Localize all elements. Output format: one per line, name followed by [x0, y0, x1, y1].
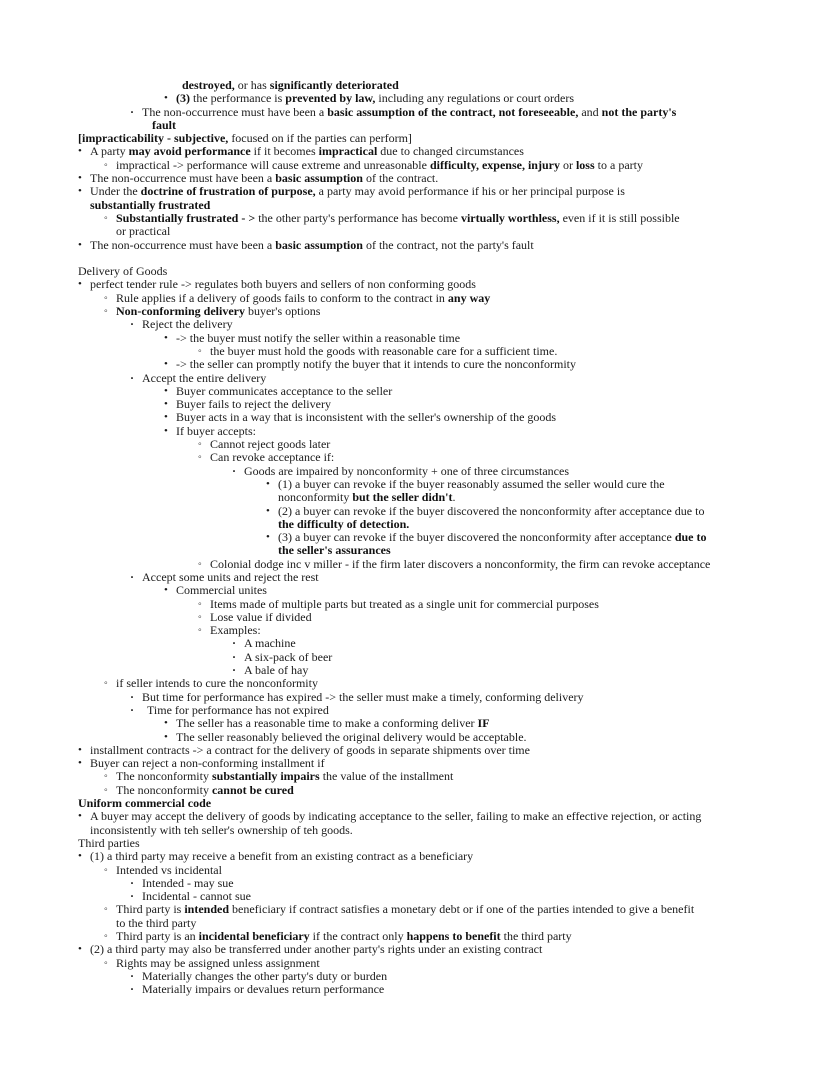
bullet-circ-icon: ◦: [104, 864, 108, 876]
text-segment: fault: [152, 117, 176, 132]
bullet-circ-icon: ◦: [104, 784, 108, 796]
text-segment: if it becomes: [250, 144, 319, 159]
doc-line: [0, 810, 828, 823]
bullet-disc-icon: •: [164, 398, 168, 411]
text-segment: A bale of hay: [244, 663, 309, 678]
doc-line: [0, 199, 828, 212]
text-segment: to a party: [594, 157, 643, 172]
text-segment: (1) a buyer can revoke if the buyer reasonably assumed the seller would cure the: [278, 476, 665, 491]
doc-line: [0, 717, 828, 730]
bullet-dot-icon: ·: [232, 663, 237, 678]
bullet-disc-icon: •: [78, 145, 82, 158]
doc-line: [0, 372, 828, 385]
text-segment: Incidental - cannot sue: [142, 889, 251, 904]
bullet-disc-icon: •: [78, 943, 82, 956]
doc-line: [0, 957, 828, 970]
text-segment: basic assumption: [275, 237, 363, 252]
bullet-disc-icon: •: [78, 172, 82, 185]
doc-line: [0, 212, 828, 225]
doc-line: [0, 465, 828, 478]
text-segment: but the seller didn't: [352, 490, 453, 505]
text-segment: The nonconformity: [116, 782, 212, 797]
text-segment: If buyer accepts:: [176, 423, 256, 438]
doc-line: [0, 864, 828, 877]
doc-line: [0, 784, 828, 797]
bullet-disc-icon: •: [266, 531, 270, 544]
text-segment: Buyer acts in a way that is inconsistent with the seller's ownership of the goods: [176, 410, 557, 425]
doc-line: [0, 145, 828, 158]
bullet-dot-icon: ·: [130, 968, 135, 983]
bullet-dot-icon: ·: [232, 649, 237, 664]
text-segment: Buyer fails to reject the delivery: [176, 397, 331, 412]
doc-line: [0, 345, 828, 358]
bullet-disc-icon: •: [266, 477, 270, 490]
text-segment: The seller reasonably believed the original delivery would be acceptable.: [176, 729, 527, 744]
text-segment: Rule applies if a delivery of goods fails to conform to the contract in: [116, 290, 448, 305]
text-segment: Uniform commercial code: [78, 796, 212, 811]
text-segment: Intended vs incidental: [116, 862, 222, 877]
doc-line: [0, 651, 828, 664]
bullet-circ-icon: ◦: [198, 611, 202, 623]
text-segment: The non-occurrence must have been a: [142, 104, 328, 119]
text-segment: (1) a third party may receive a benefit from an existing contract as a beneficiary: [90, 849, 474, 864]
text-segment: nonconformity: [278, 490, 353, 505]
text-segment: Commercial unites: [176, 583, 267, 598]
bullet-dot-icon: ·: [130, 889, 135, 904]
doc-line: [0, 239, 828, 252]
text-segment: Items made of multiple parts but treated as a single unit for commercial purposes: [210, 596, 599, 611]
text-segment: Accept some units and reject the rest: [142, 569, 319, 584]
text-segment: Cannot reject goods later: [210, 437, 331, 452]
text-segment: Under the: [90, 184, 141, 199]
bullet-dot-icon: ·: [130, 702, 135, 717]
doc-line: [0, 731, 828, 744]
doc-line: [0, 172, 828, 185]
bullet-disc-icon: •: [78, 278, 82, 291]
doc-line: [0, 983, 828, 996]
text-segment: The seller has a reasonable time to make a conforming deliver: [176, 716, 478, 731]
text-segment: Third party is an: [116, 929, 199, 943]
text-segment: Substantially frustrated - >: [116, 210, 256, 225]
doc-line: [0, 398, 828, 411]
doc-line: [0, 824, 828, 837]
doc-line: [0, 438, 828, 451]
text-segment: the value of the installment: [319, 769, 454, 784]
bullet-dot-icon: ·: [232, 463, 237, 478]
text-segment: Lose value if divided: [210, 609, 312, 624]
bullet-dot-icon: ·: [130, 569, 135, 584]
doc-line: [0, 278, 828, 291]
doc-line: [0, 664, 828, 677]
text-segment: difficulty, expense, injury: [429, 157, 560, 172]
text-segment: due to changed circumstances: [377, 144, 524, 159]
doc-line: [0, 917, 828, 930]
doc-line: [0, 691, 828, 704]
text-segment: Third party is: [116, 902, 185, 917]
bullet-circ-icon: ◦: [198, 598, 202, 610]
text-segment: significantly deteriorated: [269, 78, 399, 92]
doc-line: [0, 837, 828, 850]
text-segment: substantially impairs: [211, 769, 320, 784]
doc-line: [0, 770, 828, 783]
doc-line: [0, 757, 828, 770]
text-segment: incidental beneficiary: [198, 929, 310, 943]
text-segment: may avoid performance: [128, 144, 251, 159]
text-segment: including any regulations or court orders: [375, 91, 575, 106]
bullet-circ-icon: ◦: [104, 957, 108, 969]
doc-line: [0, 505, 828, 518]
text-segment: basic assumption: [275, 171, 363, 186]
doc-line: [0, 930, 828, 943]
bullet-circ-icon: ◦: [104, 931, 108, 942]
text-segment: focused on if the parties can perform]: [228, 131, 412, 146]
bullet-dot-icon: ·: [232, 636, 237, 651]
bullet-disc-icon: •: [164, 384, 168, 397]
doc-line: [0, 292, 828, 305]
doc-line: [0, 225, 828, 238]
bullet-circ-icon: ◦: [198, 439, 202, 451]
text-segment: not the party's: [601, 104, 677, 119]
text-segment: happens to benefit: [406, 929, 501, 943]
doc-line: [0, 704, 828, 717]
text-segment: the difficulty of detection.: [278, 516, 410, 531]
bullet-disc-icon: •: [78, 850, 82, 863]
text-segment: Buyer communicates acceptance to the seller: [176, 383, 393, 398]
text-segment: .: [452, 490, 456, 505]
doc-line: [0, 385, 828, 398]
bullet-disc-icon: •: [78, 185, 82, 198]
bullet-disc-icon: •: [164, 424, 168, 437]
bullet-dot-icon: ·: [130, 982, 135, 997]
document-body: [0, 79, 828, 996]
text-segment: a party may avoid performance if his or her principal purpose is: [315, 184, 625, 199]
text-segment: Examples:: [210, 623, 261, 638]
text-segment: The nonconformity: [116, 769, 212, 784]
bullet-circ-icon: ◦: [198, 452, 202, 464]
text-segment: Rights may be assigned unless assignment: [116, 955, 320, 970]
doc-line: [0, 677, 828, 690]
text-segment: to the third party: [116, 915, 197, 930]
bullet-disc-icon: •: [164, 358, 168, 371]
bullet-circ-icon: ◦: [104, 212, 108, 224]
doc-line: [0, 544, 828, 557]
doc-line: [0, 159, 828, 172]
bullet-circ-icon: ◦: [104, 292, 108, 304]
doc-line: [0, 877, 828, 890]
doc-line: [0, 119, 828, 132]
text-segment: (3): [176, 91, 190, 106]
text-segment: -> the buyer must notify the seller within a reasonable time: [176, 330, 461, 345]
doc-line: [0, 425, 828, 438]
text-segment: impractical: [318, 144, 378, 159]
text-segment: Third parties: [78, 835, 140, 850]
bullet-dot-icon: ·: [130, 317, 135, 332]
bullet-disc-icon: •: [164, 331, 168, 344]
text-segment: prevented by law,: [285, 91, 376, 106]
doc-line: [0, 797, 828, 810]
text-segment: or: [559, 157, 576, 172]
text-segment: impractical -> performance will cause extreme and unreasonable: [116, 157, 430, 172]
doc-line: [0, 185, 828, 198]
doc-line: [0, 970, 828, 983]
doc-line: [0, 558, 828, 571]
blank-line: [0, 252, 828, 265]
text-segment: destroyed,: [182, 78, 235, 92]
doc-line: [0, 79, 828, 92]
doc-line: [0, 744, 828, 757]
text-segment: Non-conforming delivery: [116, 304, 245, 319]
bullet-disc-icon: •: [78, 238, 82, 251]
bullet-disc-icon: •: [164, 717, 168, 730]
bullet-disc-icon: •: [78, 757, 82, 770]
doc-line: [0, 850, 828, 863]
text-segment: of the contract.: [362, 171, 439, 186]
doc-line: [0, 624, 828, 637]
text-segment: Materially impairs or devalues return performance: [142, 982, 385, 997]
doc-line: [0, 358, 828, 371]
bullet-circ-icon: ◦: [198, 625, 202, 637]
text-segment: installment contracts -> a contract for the delivery of goods in separate shipments over time: [90, 742, 530, 757]
bullet-circ-icon: ◦: [104, 678, 108, 690]
doc-line: [0, 318, 828, 331]
text-segment: loss: [575, 157, 595, 172]
text-segment: if the contract only: [309, 929, 407, 943]
doc-line: [0, 478, 828, 491]
bullet-dot-icon: ·: [130, 875, 135, 890]
text-segment: even if it is still possible: [559, 210, 680, 225]
text-segment: doctrine of frustration of purpose,: [140, 184, 316, 199]
doc-line: [0, 943, 828, 956]
text-segment: the seller's assurances: [278, 543, 391, 558]
text-segment: intended: [184, 902, 230, 917]
bullet-disc-icon: •: [78, 743, 82, 756]
text-segment: Goods are impaired by nonconformity + one of three circumstances: [244, 463, 569, 478]
text-segment: The non-occurrence must have been a: [90, 237, 276, 252]
bullet-circ-icon: ◦: [104, 904, 108, 916]
text-segment: A six-pack of beer: [244, 649, 333, 664]
text-segment: Intended - may sue: [142, 875, 234, 890]
bullet-circ-icon: ◦: [198, 558, 202, 570]
text-segment: But time for performance has expired -> the seller must make a timely, conforming delivery: [142, 689, 584, 704]
doc-line: [0, 106, 828, 119]
text-segment: Materially changes the other party's duty or burden: [142, 968, 388, 983]
bullet-disc-icon: •: [164, 730, 168, 743]
text-segment: inconsistently with teh seller's ownership of teh goods.: [90, 822, 353, 837]
text-segment: Accept the entire delivery: [142, 370, 267, 385]
bullet-circ-icon: ◦: [104, 771, 108, 783]
text-segment: (3) a buyer can revoke if the buyer discovered the nonconformity after acceptance: [278, 530, 675, 545]
text-segment: due to: [674, 530, 707, 545]
text-segment: buyer's options: [244, 304, 321, 319]
text-segment: or practical: [116, 224, 171, 239]
text-segment: substantially frustrated: [90, 197, 211, 212]
bullet-disc-icon: •: [164, 92, 168, 105]
doc-line: [0, 132, 828, 145]
doc-line: [0, 571, 828, 584]
text-segment: A buyer may accept the delivery of goods by indicating acceptance to the seller, failing to make an effective rejection, or acting: [90, 809, 702, 824]
doc-line: [0, 92, 828, 105]
bullet-circ-icon: ◦: [104, 306, 108, 318]
text-segment: basic assumption of the contract, not foreseeable,: [327, 104, 579, 119]
text-segment: A machine: [244, 636, 296, 651]
text-segment: Time for performance has not expired: [147, 702, 329, 717]
doc-line: [0, 305, 828, 318]
text-segment: the buyer must hold the goods with reasonable care for a sufficient time.: [210, 343, 558, 358]
doc-line: [0, 611, 828, 624]
text-segment: A party: [90, 144, 129, 159]
text-segment: of the contract, not the party's fault: [362, 237, 534, 252]
bullet-disc-icon: •: [78, 810, 82, 823]
bullet-dot-icon: ·: [130, 689, 135, 704]
text-segment: IF: [477, 716, 490, 731]
doc-line: [0, 491, 828, 504]
doc-line: [0, 903, 828, 916]
text-segment: (2) a buyer can revoke if the buyer discovered the nonconformity after acceptance due to: [278, 503, 705, 518]
doc-line: [0, 531, 828, 544]
doc-line: [0, 598, 828, 611]
text-segment: the third party: [500, 929, 572, 943]
doc-line: [0, 584, 828, 597]
text-segment: Buyer can reject a non-conforming installment if: [90, 756, 325, 771]
bullet-disc-icon: •: [164, 411, 168, 424]
doc-line: [0, 451, 828, 464]
bullet-circ-icon: ◦: [198, 345, 202, 357]
bullet-circ-icon: ◦: [104, 159, 108, 171]
doc-line: [0, 890, 828, 903]
doc-line: [0, 637, 828, 650]
doc-line: [0, 332, 828, 345]
text-segment: The non-occurrence must have been a: [90, 171, 276, 186]
text-segment: Can revoke acceptance if:: [210, 450, 335, 465]
text-segment: any way: [447, 290, 491, 305]
text-segment: Delivery of Goods: [78, 264, 168, 279]
text-segment: Colonial dodge inc v miller - if the firm later discovers a nonconformity, the firm can revoke acceptance: [210, 556, 711, 571]
doc-line: [0, 265, 828, 278]
bullet-disc-icon: •: [164, 584, 168, 597]
bullet-disc-icon: •: [266, 504, 270, 517]
text-segment: and: [578, 104, 602, 119]
text-segment: (2) a third party may also be transferred under another party's rights under an existing contract: [90, 942, 543, 957]
text-segment: beneficiary if contract satisfies a monetary debt or if one of the parties intended to give a benefit: [229, 902, 695, 917]
text-segment: or has: [234, 78, 270, 92]
doc-line: [0, 411, 828, 424]
text-segment: Reject the delivery: [142, 317, 233, 332]
text-segment: cannot be cured: [211, 782, 294, 797]
bullet-dot-icon: ·: [130, 104, 135, 119]
doc-line: [0, 518, 828, 531]
text-segment: if seller intends to cure the nonconformity: [116, 676, 318, 691]
text-segment: perfect tender rule -> regulates both buyers and sellers of non conforming goods: [90, 277, 476, 292]
text-segment: the other party's performance has become: [255, 210, 461, 225]
text-segment: virtually worthless,: [460, 210, 560, 225]
text-segment: -> the seller can promptly notify the buyer that it intends to cure the nonconformity: [176, 357, 576, 372]
bullet-dot-icon: ·: [130, 370, 135, 385]
text-segment: [impracticability - subjective,: [78, 131, 229, 146]
text-segment: the performance is: [190, 91, 286, 106]
